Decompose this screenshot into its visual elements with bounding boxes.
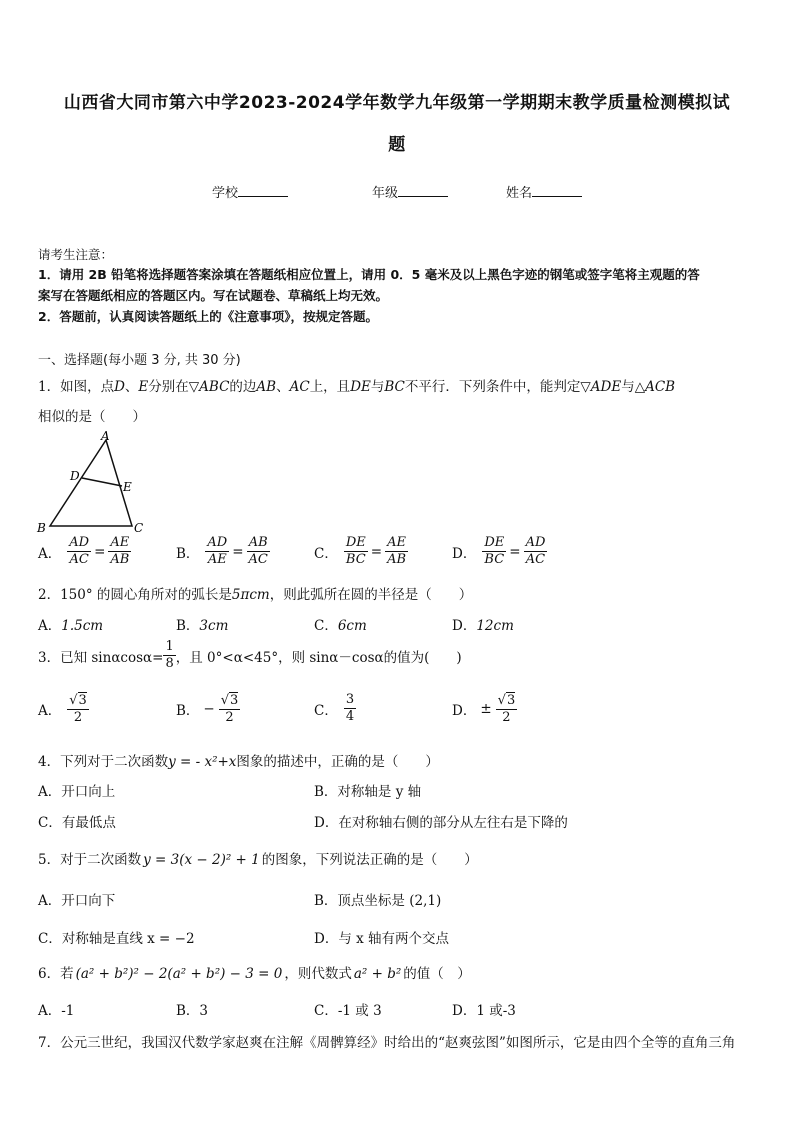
- school-label: 学校: [212, 186, 239, 201]
- question-3-stem: 3．已知 sinαcosα= $\frac{1}{8}$ ，且 0°<α<45°，则 sinα－cosα的值为( ): [38, 639, 462, 671]
- question-4-stem: 4．下列对于二次函数y = - x²+x图象的描述中，正确的是（ ）: [38, 754, 439, 770]
- grade-blank[interactable]: [398, 184, 448, 197]
- label-d: D: [70, 469, 80, 483]
- question-6-option-c[interactable]: C．-1 或 3: [314, 1003, 382, 1019]
- label-b: B: [37, 521, 46, 535]
- notice-line-1b: 案写在答题纸相应的答题区内。写在试题卷、草稿纸上均无效。: [38, 288, 389, 303]
- triangle-figure: [34, 428, 154, 538]
- school-blank[interactable]: [238, 184, 288, 197]
- label-a: A: [101, 429, 110, 443]
- question-1-stem: 1．如图，点D、E分别在▽ABC的边AB、AC上，且DE与BC不平行．下列条件中，能判定▽ADE与△ACB: [38, 379, 676, 395]
- notice-header: 请考生注意：: [38, 247, 114, 262]
- question-7-stem: 7．公元三世纪，我国汉代数学家赵爽在注解《周髀算经》时给出的“赵爽弦图”如图所示，它是由四个全等的直角三角: [38, 1035, 736, 1051]
- page-title-continued: 题: [388, 135, 406, 155]
- question-6-stem: 6．若 (a² + b²)² − 2(a² + b²) − 3 = 0 ，则代数式 a² + b² 的值（ ）: [38, 966, 471, 982]
- question-5-stem: 5．对于二次函数 y = 3(x − 2)² + 1 的图象，下列说法正确的是（ ）: [38, 852, 478, 868]
- question-2-option-d[interactable]: D．12cm: [452, 618, 514, 634]
- question-2-stem: 2．150° 的圆心角所对的弧长是5πcm，则此弧所在圆的半径是（ ）: [38, 587, 473, 603]
- grade-label: 年级: [372, 186, 399, 201]
- name-blank[interactable]: [532, 184, 582, 197]
- question-4-option-b[interactable]: B．对称轴是 y 轴: [314, 784, 422, 800]
- question-5-option-b[interactable]: B．顶点坐标是 (2,1): [314, 893, 442, 909]
- question-3-option-c[interactable]: C． $\frac{3}{4}$: [314, 692, 355, 724]
- question-5-option-a[interactable]: A．开口向下: [38, 893, 116, 909]
- triangle-abc: [50, 440, 132, 526]
- question-4-option-d[interactable]: D．在对称轴右侧的部分从左往右是下降的: [314, 815, 568, 831]
- question-6-option-d[interactable]: D．1 或-3: [452, 1003, 516, 1019]
- name-field: [506, 182, 582, 201]
- question-2-option-c[interactable]: C．6cm: [314, 618, 367, 634]
- page-title: 山西省大同市第六中学2023-2024学年数学九年级第一学期期末教学质量检测模拟试: [63, 93, 731, 113]
- question-4-option-c[interactable]: C．有最低点: [38, 815, 116, 831]
- section-heading: 一、选择题(每小题 3 分, 共 30 分): [38, 353, 241, 368]
- question-1-option-d[interactable]: D． $\frac{DE}{BC}$ = $\frac{AD}{AC}$: [452, 535, 546, 567]
- question-1-option-a[interactable]: A． $\frac{AD}{AC}$ = $\frac{AE}{AB}$: [38, 535, 130, 567]
- question-3-option-b[interactable]: B． − $\frac{√3}{2}$: [176, 693, 239, 725]
- segment-de: [82, 478, 122, 486]
- label-e: E: [123, 480, 132, 494]
- name-label: 姓名: [506, 186, 533, 201]
- question-5-option-c[interactable]: C．对称轴是直线 x = −2: [38, 931, 195, 947]
- grade-field: [372, 182, 448, 201]
- question-3-option-a[interactable]: A． $\frac{√3}{2}$: [38, 693, 87, 725]
- question-2-option-b[interactable]: B．3cm: [176, 618, 229, 634]
- school-field: [212, 182, 288, 201]
- question-1-stem-line2: 相似的是（ ）: [38, 409, 146, 425]
- question-2-option-a[interactable]: A．1.5cm: [38, 618, 104, 634]
- notice-line-2: 2．答题前，认真阅读答题纸上的《注意事项》，按规定答题。: [38, 309, 378, 324]
- question-6-option-a[interactable]: A．-1: [38, 1003, 75, 1019]
- question-6-option-b[interactable]: B．3: [176, 1003, 209, 1019]
- question-1-option-c[interactable]: C． $\frac{DE}{BC}$ = $\frac{AE}{AB}$: [314, 535, 407, 567]
- question-1-option-b[interactable]: B． $\frac{AD}{AE}$ = $\frac{AB}{AC}$: [176, 535, 268, 567]
- question-5-option-d[interactable]: D．与 x 轴有两个交点: [314, 931, 450, 947]
- question-4-option-a[interactable]: A．开口向上: [38, 784, 116, 800]
- label-c: C: [134, 521, 144, 535]
- question-3-option-d[interactable]: D． ± $\frac{√3}{2}$: [452, 693, 516, 725]
- notice-line-1a: 1．请用 2B 铅笔将选择题答案涂填在答题纸相应位置上，请用 0．5 毫米及以上黑色字迹的钢笔或签字笔将主观题的答: [38, 267, 700, 282]
